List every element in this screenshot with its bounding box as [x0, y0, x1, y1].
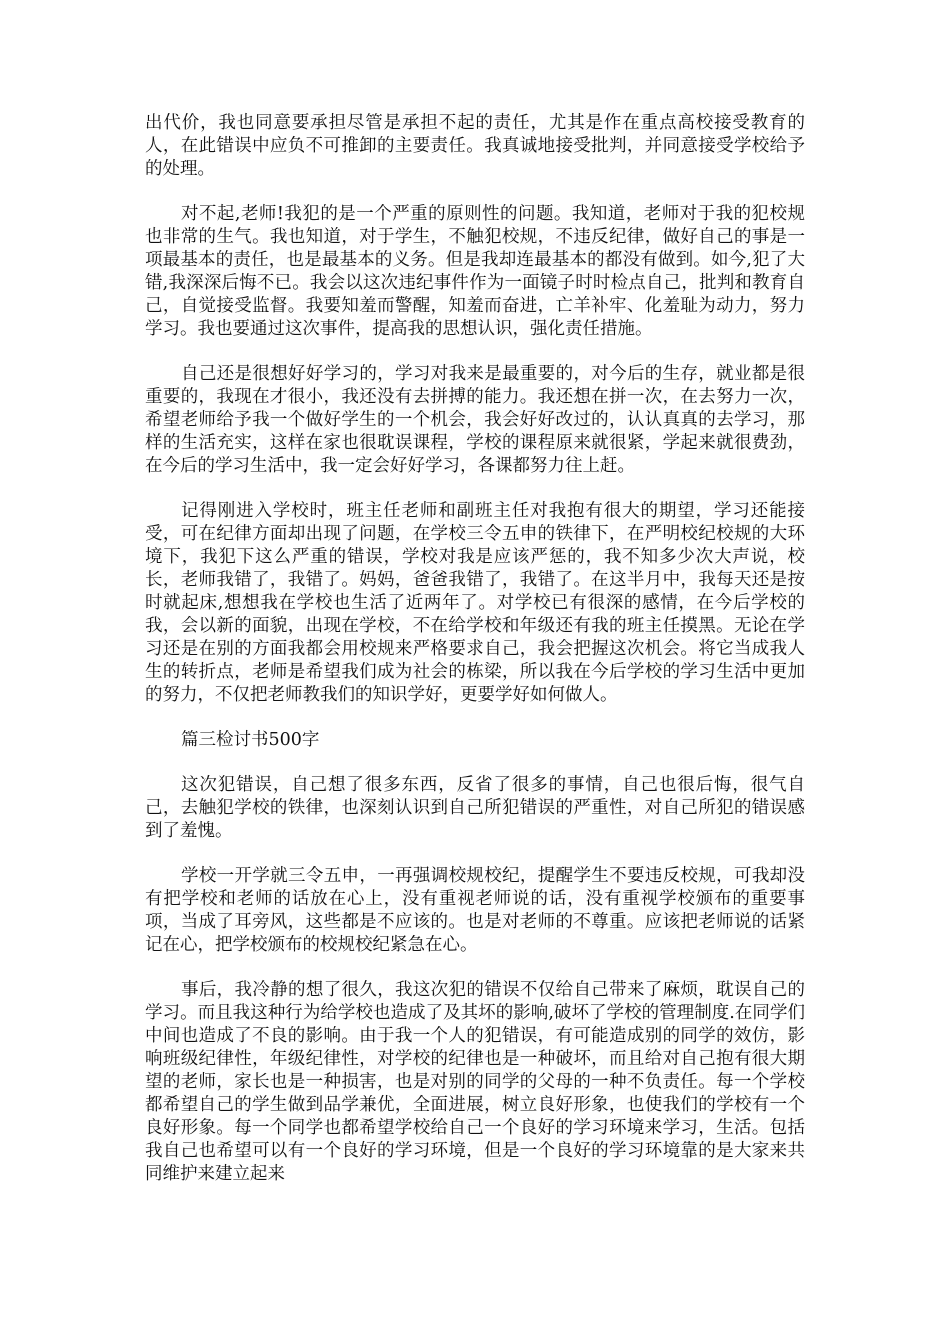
section-heading: 篇三检讨书500字	[181, 730, 320, 750]
paragraph-study-resolve: 自己还是很想好好学习的，学习对我来是最重要的，对今后的生存，就业都是很重要的，我现在才很小，我还没有去拼搏的能力。我还想在拼一次，在去努力一次，希望老师给予我一个做好学生的一个机会，我会好好改过的，认认真真的去学习，那样的生活充实，这样在家也很耽误课程，学校的课程原来就很紧，学起来就很费劲，在今后的学习生活中，我一定会好好学习，各课都努力往上赶。	[145, 364, 805, 476]
paragraph-reflection: 这次犯错误，自己想了很多东西，反省了很多的事情，自己也很后悔，很气自己，去触犯学校的铁律，也深刻认识到自己所犯错误的严重性，对自己所犯的错误感到了羞愧。	[145, 775, 805, 841]
paragraph-school-memory: 记得刚进入学校时，班主任老师和副班主任对我抱有很大的期望，学习还能接受，可在纪律方面却出现了问题，在学校三令五申的铁律下，在严明校纪校规的大环境下，我犯下这么严重的错误，学校对我是应该严惩的，我不知多少次大声说，校长，老师我错了，我错了。妈妈，爸爸我错了，我错了。在这半月中，我每天还是按时就起床,想想我在学校也生活了近两年了。对学校已有很深的感情，在今后学校的我，会以新的面貌，出现在学校，不在给学校和年级还有我的班主任摸黑。无论在学习还是在别的方面我都会用校规来严格要求自己，我会把握这次机会。将它当成我人生的转折点，老师是希望我们成为社会的栋梁，所以我在今后学校的学习生活中更加的努力，不仅把老师教我们的知识学好，更要学好如何做人。	[145, 501, 805, 705]
paragraph-consequences: 事后，我冷静的想了很久，我这次犯的错误不仅给自己带来了麻烦，耽误自己的学习。而且我这种行为给学校也造成了及其坏的影响,破坏了学校的管理制度.在同学们中间也造成了不良的影响。由于我一个人的犯错误，有可能造成别的同学的效仿，影响班级纪律性，年级纪律性，对学校的纪律也是一种破坏，而且给对自己抱有很大期望的老师，家长也是一种损害，也是对别的同学的父母的一种不负责任。每一个学校都希望自己的学生做到品学兼优，全面进展，树立良好形象，也使我们的学校有一个良好形象。每一个同学也都希望学校给自己一个良好的学习环境来学习，生活。包括我自己也希望可以有一个良好的学习环境，但是一个良好的学习环境靠的是大家来共同维护来建立起来	[145, 980, 805, 1184]
document-page	[145, 112, 805, 1208]
paragraph-apology: 对不起,老师!我犯的是一个严重的原则性的问题。我知道，老师对于我的犯校规也非常的生气。我也知道，对于学生，不触犯校规，不违反纪律，做好自己的事是一项最基本的责任，也是最基本的义务。但是我却连最基本的都没有做到。如今,犯了大错,我深深后悔不已。我会以这次违纪事件作为一面镜子时时检点自己，批判和教育自己，自觉接受监督。我要知羞而警醒，知羞而奋进，亡羊补牢、化羞耻为动力，努力学习。我也要通过这次事件，提高我的思想认识，强化责任措施。	[145, 204, 805, 339]
paragraph-continuation: 出代价，我也同意要承担尽管是承担不起的责任，尤其是作在重点高校接受教育的人，在此错误中应负不可推卸的主要责任。我真诚地接受批判，并同意接受学校给予的处理。	[145, 113, 805, 179]
paragraph-rules: 学校一开学就三令五申，一再强调校规校纪，提醒学生不要违反校规，可我却没有把学校和老师的话放在心上，没有重视老师说的话，没有重视学校颁布的重要事项，当成了耳旁风，这些都是不应该的。也是对老师的不尊重。应该把老师说的话紧记在心，把学校颁布的校规校纪紧急在心。	[145, 866, 805, 955]
